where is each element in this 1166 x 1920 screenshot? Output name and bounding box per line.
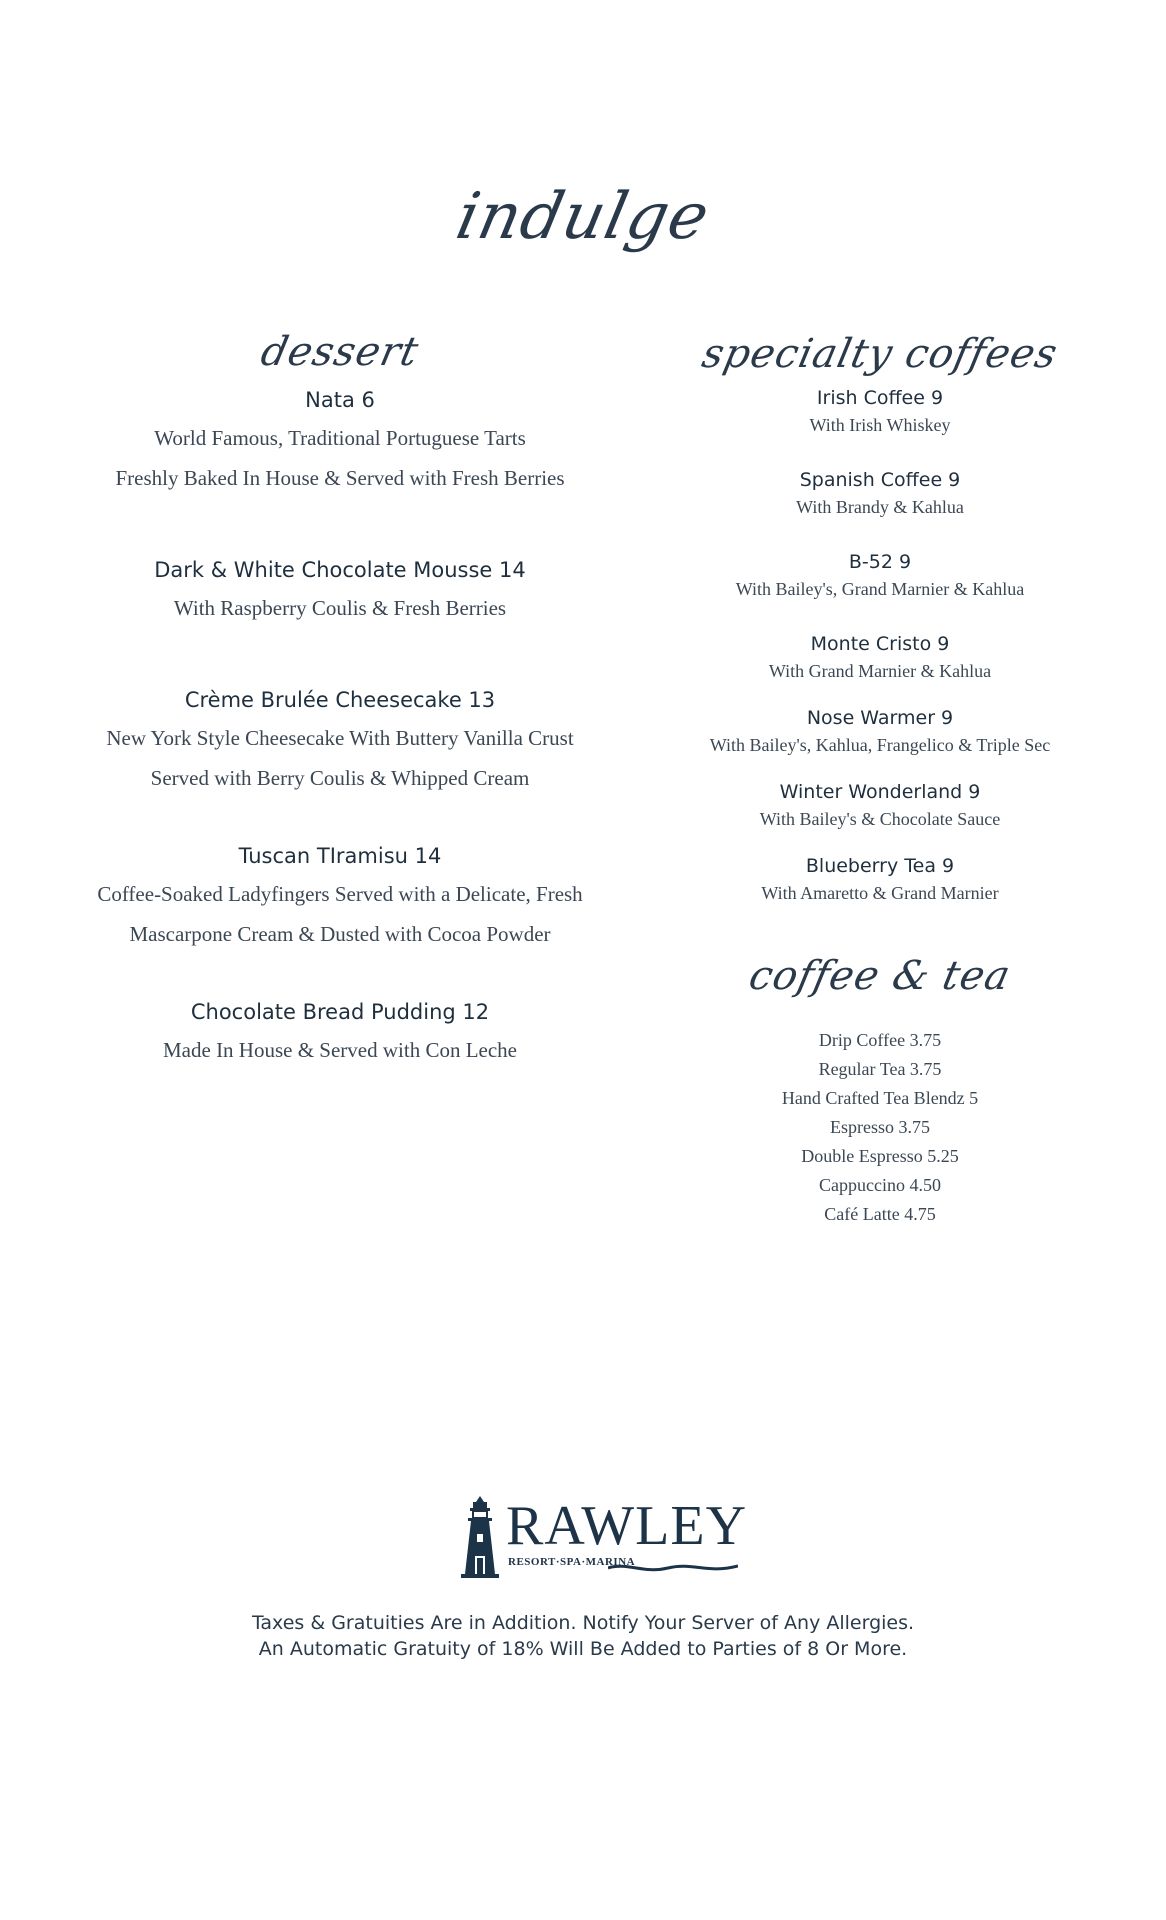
coffee-name: Blueberry Tea 9 bbox=[805, 855, 955, 877]
list-item: Hand Crafted Tea Blendz 5 bbox=[781, 1088, 979, 1108]
coffee-description: With Brandy & Kahlua bbox=[796, 497, 964, 517]
list-item: Café Latte 4.75 bbox=[824, 1204, 936, 1224]
list-item: Cappuccino 4.50 bbox=[819, 1175, 941, 1195]
coffee-description: With Bailey's & Chocolate Sauce bbox=[759, 809, 1001, 829]
logo-wordmark: RAWLEY bbox=[506, 1495, 748, 1557]
list-item: Regular Tea 3.75 bbox=[818, 1059, 942, 1079]
coffee-item bbox=[660, 852, 1100, 906]
list-item: Double Espresso 5.25 bbox=[801, 1146, 959, 1166]
coffee-name: Monte Cristo 9 bbox=[810, 633, 950, 655]
lighthouse-icon bbox=[458, 1494, 502, 1580]
dessert-description: New York Style Cheesecake With Buttery Vanilla Crust bbox=[106, 726, 574, 750]
dessert-section bbox=[40, 320, 640, 1070]
dessert-description: Coffee-Soaked Ladyfingers Served with a Delicate, Fresh bbox=[97, 882, 583, 906]
footer-gratuity-note: An Automatic Gratuity of 18% Will Be Added to Parties of 8 Or More. bbox=[258, 1638, 908, 1660]
coffee-name: Nose Warmer 9 bbox=[806, 707, 954, 729]
wave-icon bbox=[608, 1560, 738, 1576]
dessert-item bbox=[40, 838, 640, 954]
footer-taxes-note: Taxes & Gratuities Are in Addition. Notify Your Server of Any Allergies. bbox=[251, 1612, 915, 1634]
coffee-description: With Grand Marnier & Kahlua bbox=[768, 661, 992, 681]
dessert-name: Nata 6 bbox=[305, 388, 375, 412]
coffee-description: With Irish Whiskey bbox=[809, 415, 951, 435]
coffee-name: B-52 9 bbox=[848, 551, 912, 573]
coffee-item bbox=[660, 384, 1100, 438]
dessert-name: Crème Brulée Cheesecake 13 bbox=[184, 688, 496, 712]
coffee-item bbox=[660, 630, 1100, 684]
coffee-description: With Bailey's, Kahlua, Frangelico & Triple Sec bbox=[709, 735, 1051, 755]
dessert-description: Served with Berry Coulis & Whipped Cream bbox=[150, 766, 530, 790]
dessert-name: Dark & White Chocolate Mousse 14 bbox=[154, 558, 526, 582]
dessert-heading: dessert bbox=[257, 329, 423, 375]
coffee-name: Winter Wonderland 9 bbox=[779, 781, 981, 803]
specialty-coffees-heading: specialty coffees bbox=[698, 331, 1062, 377]
list-item: Espresso 3.75 bbox=[830, 1117, 930, 1137]
coffee-item bbox=[660, 778, 1100, 832]
coffee-description: With Amaretto & Grand Marnier bbox=[761, 883, 999, 903]
dessert-description: Mascarpone Cream & Dusted with Cocoa Powder bbox=[129, 922, 551, 946]
specialty-coffees-section bbox=[660, 322, 1100, 1229]
dessert-item bbox=[40, 682, 640, 798]
dessert-description: World Famous, Traditional Portuguese Tarts bbox=[154, 426, 526, 450]
coffee-item bbox=[660, 704, 1100, 758]
dessert-description: Freshly Baked In House & Served with Fresh Berries bbox=[115, 466, 565, 490]
logo-tagline: RESORT·SPA·MARINA bbox=[508, 1556, 636, 1568]
coffee-tea-heading: coffee & tea bbox=[745, 953, 1015, 999]
dessert-description: With Raspberry Coulis & Fresh Berries bbox=[173, 596, 507, 620]
coffee-item bbox=[660, 466, 1100, 520]
list-item: Drip Coffee 3.75 bbox=[818, 1030, 942, 1050]
dessert-name: Tuscan TIramisu 14 bbox=[238, 844, 442, 868]
coffee-name: Spanish Coffee 9 bbox=[799, 469, 961, 491]
menu-title: indulge bbox=[450, 180, 716, 254]
dessert-item bbox=[40, 994, 640, 1070]
coffee-tea-list bbox=[660, 1026, 1100, 1229]
dessert-description: Made In House & Served with Con Leche bbox=[163, 1038, 517, 1062]
dessert-item bbox=[40, 552, 640, 628]
coffee-name: Irish Coffee 9 bbox=[816, 387, 944, 409]
rawley-logo bbox=[458, 1494, 748, 1584]
dessert-name: Chocolate Bread Pudding 12 bbox=[190, 1000, 490, 1024]
dessert-item bbox=[40, 382, 640, 498]
coffee-description: With Bailey's, Grand Marnier & Kahlua bbox=[735, 579, 1025, 599]
coffee-item bbox=[660, 548, 1100, 602]
